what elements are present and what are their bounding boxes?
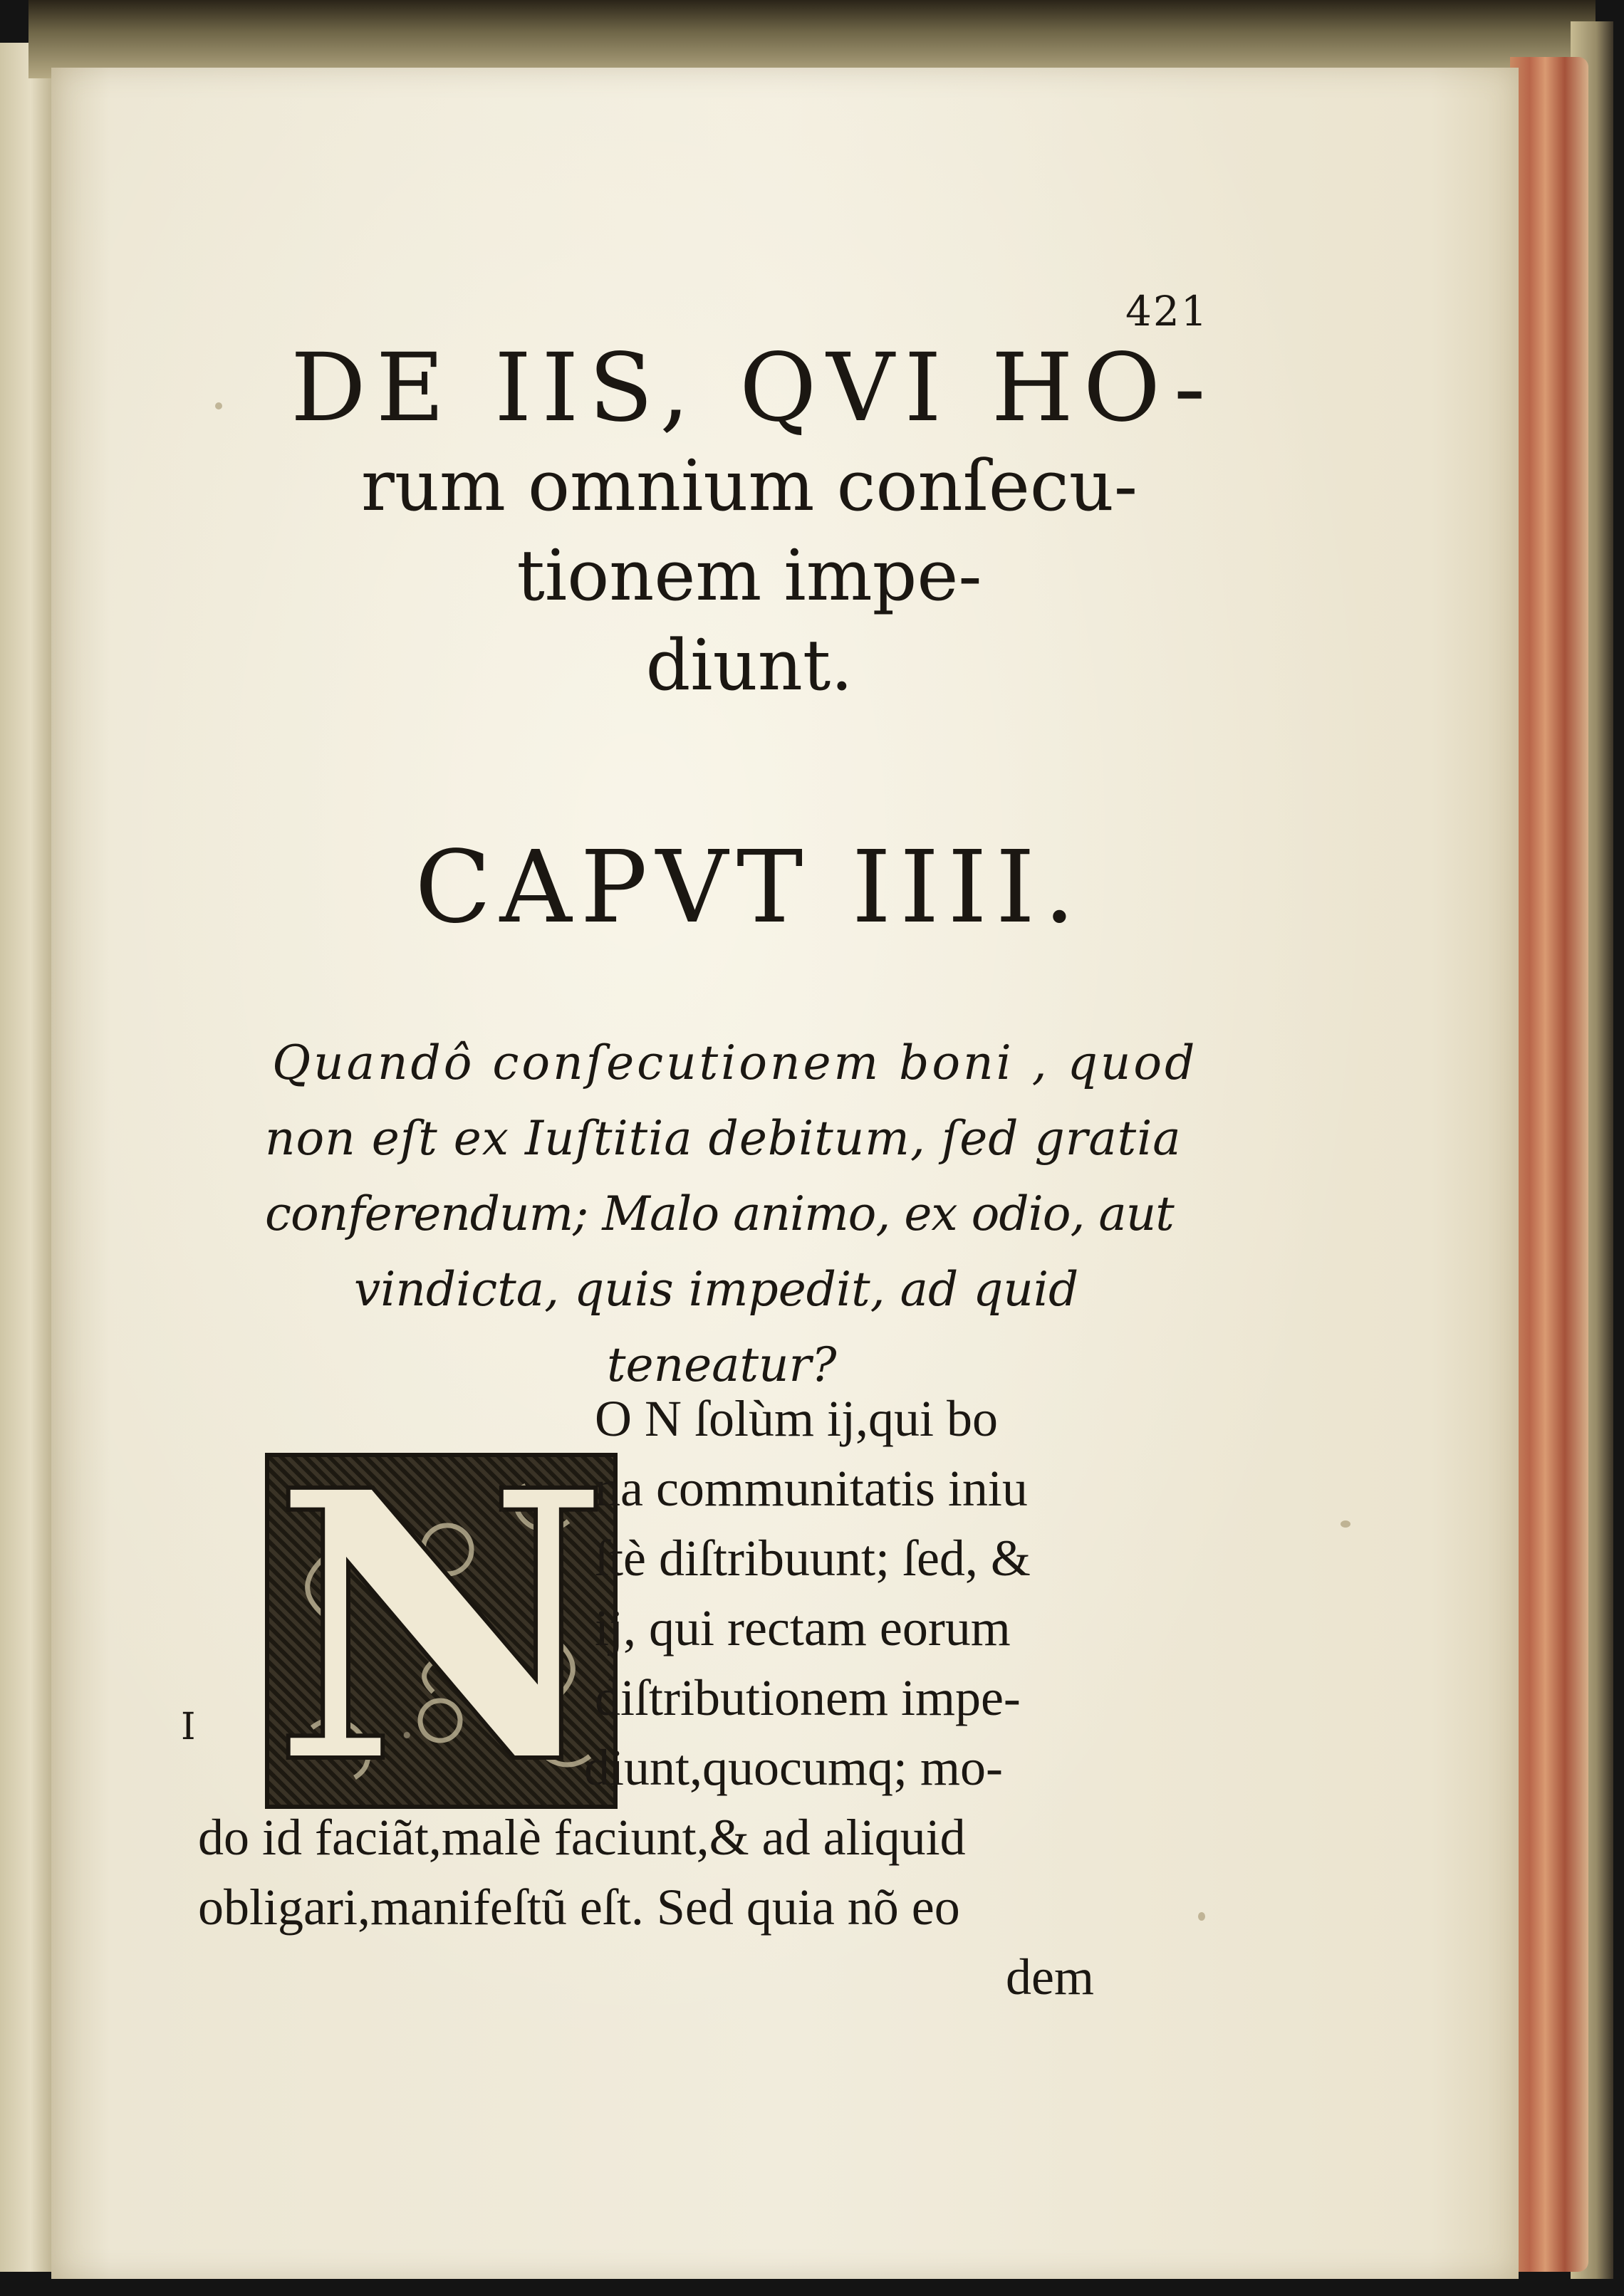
body-line: diſtributionem impe-: [595, 1669, 1021, 1726]
page-fore-edge: [1510, 57, 1588, 2272]
paper-speck: [215, 402, 222, 409]
paper-speck: [1341, 1520, 1350, 1528]
title-line: DE IIS, QVI HO-: [291, 333, 1216, 443]
title-line: diunt.: [645, 625, 853, 706]
section-title: [251, 335, 1248, 711]
question-line: conferendum; Malo animo, ex odio, aut: [265, 1186, 1174, 1241]
body-line: ij, qui rectam eorum: [595, 1600, 1011, 1656]
decorated-initial: [265, 1453, 618, 1809]
body-line: dem: [1006, 1948, 1094, 2005]
title-line: tionem impe-: [516, 536, 982, 617]
book-page: [51, 68, 1519, 2279]
question-line: non eſt ex Iuſtitia debitum, ſed gratia: [265, 1111, 1182, 1166]
body-line: diunt,quocumq; mo-: [584, 1739, 1003, 1796]
previous-page-edge: [0, 43, 56, 2272]
question-line: teneatur?: [607, 1337, 837, 1392]
question-line: vindicta, quis impedit, ad quid: [354, 1262, 1079, 1317]
question-line: Quandô conſecutionem boni , quod: [272, 1035, 1198, 1090]
page-number: 421: [1125, 287, 1209, 335]
body-line: O N ſolùm ij,qui bo: [595, 1390, 999, 1447]
body-line: ſtè diſtribuunt; ſed, &: [595, 1530, 1031, 1587]
chapter-question: [265, 1026, 1205, 1403]
book-binding-top: [28, 0, 1596, 78]
marginal-number: I: [181, 1706, 196, 1748]
body-line: obligari,manifeſtũ eſt. Sed quia nõ eo: [198, 1879, 960, 1936]
body-line: do id faciãt,malè faciunt,& ad aliquid: [198, 1809, 966, 1866]
drop-cap-letter: N: [271, 1453, 611, 1809]
body-line: na communitatis iniu: [595, 1460, 1028, 1517]
paper-speck: [1198, 1912, 1205, 1921]
title-line: rum omnium conſecu-: [360, 446, 1138, 527]
chapter-heading: CAPVT IIII.: [415, 830, 1084, 946]
